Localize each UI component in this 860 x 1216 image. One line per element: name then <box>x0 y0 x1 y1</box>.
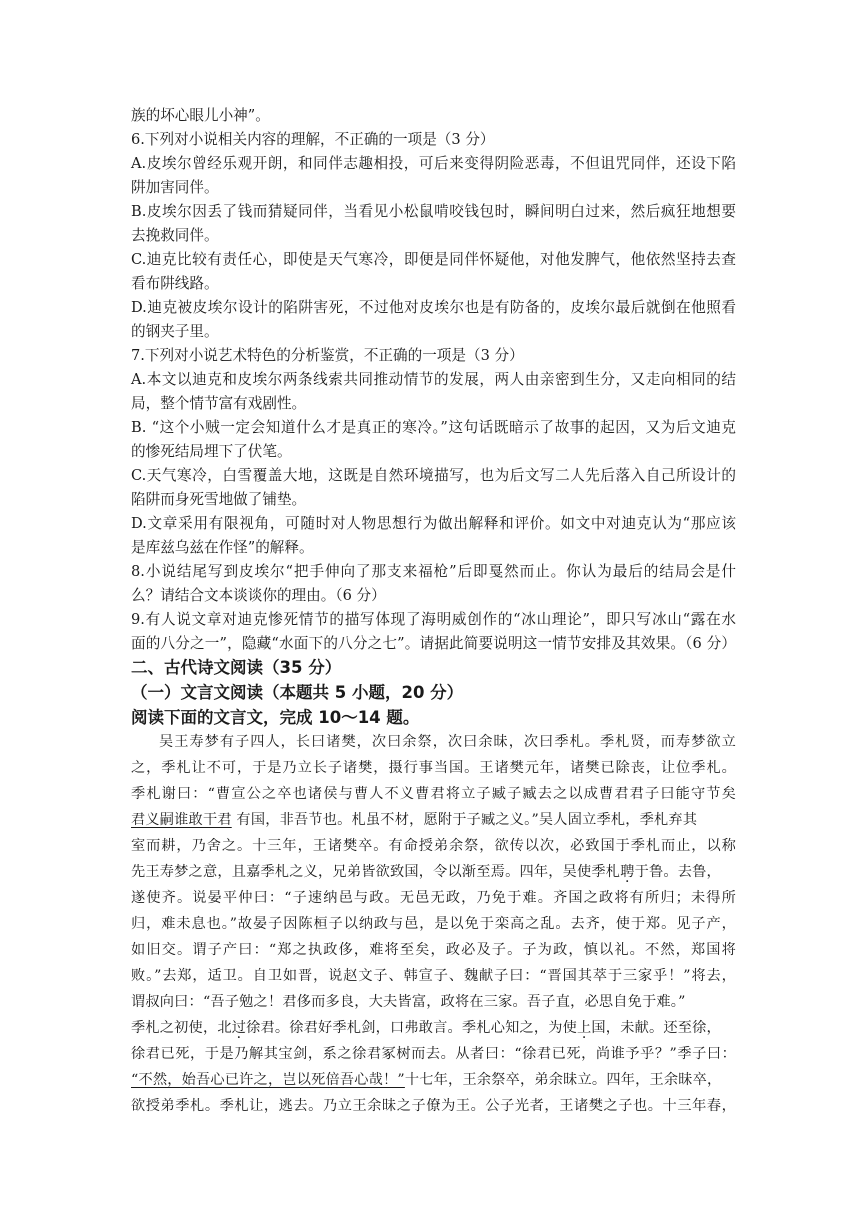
passage-line <box>131 758 736 778</box>
option-7c-line-2: 陷阱而身死雪地做了铺垫。 <box>131 491 307 508</box>
passage-text: 季札之初使，北 <box>131 1020 232 1036</box>
option-6a-line-1: A.皮埃尔曾经乐观开朗，和同伴志趣相投，可后来变得阴险恶毒，不但诅咒同伴，还设下陷 <box>131 155 736 172</box>
option-7a-line-2: 局，整个情节富有戏剧性。 <box>131 395 307 412</box>
passage-text: 有国，非吾节也。札虽不材，愿附于子臧之义。”吴人固立季札，季札弃其 <box>231 812 698 828</box>
passage-line <box>131 862 736 882</box>
passage-line <box>131 1070 736 1090</box>
section-heading: 二、古代诗文阅读（35 分） <box>131 658 342 677</box>
passage-line <box>131 810 736 830</box>
option-6a-line-2: 阱加害同伴。 <box>131 179 219 196</box>
passage-line: 徐君已死，于是乃解其宝剑，系之徐君冢树而去。从者曰：“徐君已死，尚谁予乎？”季子曰： <box>131 1046 736 1062</box>
passage-line: 如旧交。谓子产曰：“郑之执政侈，难将至矣，政必及子。子为政，慎以礼。不然，郑国将 <box>131 942 736 958</box>
passage-text: 徐君。徐君好季札剑，口弗敢言。季札心知之，为使 <box>246 1020 578 1036</box>
passage-text: 于鲁。去鲁， <box>634 864 721 880</box>
passage-text: 十七年，王余祭卒，弟余昧立。四年，王余昧卒， <box>404 1072 722 1088</box>
option-6d-line-2: 的钢夹子里。 <box>131 323 219 340</box>
option-6c-line-1: C.迪克比较有责任心，即使是天气寒冷，即便是同伴怀疑他，对他发脾气，他依然坚持去查 <box>131 251 736 268</box>
question-9-line-2: 面的八分之一”，隐藏“水面下的八分之七”。请据此简要说明这一情节安排及其效果。（6 分） <box>131 635 736 652</box>
dotted-character: 聘 <box>620 864 635 880</box>
passage-line: 遂使齐。说晏平仲曰：“子速纳邑与政。无邑无政，乃免于难。齐国之政将有所归；未得所 <box>131 890 736 906</box>
option-6c-line-2: 看布阱线路。 <box>131 275 219 292</box>
option-7d-line-2: 是库兹乌兹在作怪”的解释。 <box>131 539 314 556</box>
question-9-line-1: 9.有人说文章对迪克惨死情节的描写体现了海明威创作的“冰山理论”，即只写冰山“露在水 <box>131 611 736 628</box>
passage-line <box>131 1018 736 1038</box>
question-8-line-2: 么？请结合文本谈谈你的理由。（6 分） <box>131 587 386 604</box>
passage-text: 国，未献。还至徐， <box>591 1020 721 1036</box>
passage-line: 归，难未息也。”故晏子因陈桓子以纳政与邑，是以免于栾高之乱。去齐，使于郑。见子产， <box>131 916 736 932</box>
reading-instruction: 阅读下面的文言文，完成 10～14 题。 <box>131 708 420 727</box>
question-6: 6.下列对小说相关内容的理解，不正确的一项是（3 分） <box>131 131 495 148</box>
option-6b-line-1: B.皮埃尔因丢了钱而猜疑同伴，当看见小松鼠啃咬钱包时，瞬间明白过来，然后疯狂地想要 <box>131 203 736 220</box>
option-6b-line-2: 去挽救同伴。 <box>131 227 219 244</box>
passage-line: 室而耕，乃舍之。十三年，王诸樊卒。有命授弟余祭，欲传以次，必致国于季札而止，以称 <box>131 838 736 854</box>
passage-line: 季札谢曰：“曹宣公之卒也诸侯与曹人不义曹君将立子臧子臧去之以成曹君君子曰能守节矣 <box>131 786 736 802</box>
question-7: 7.下列对小说艺术特色的分析鉴赏，不正确的一项是（3 分） <box>131 347 524 364</box>
underlined-sentence: “不然，始吾心已许之，岂以死倍吾心哉！” <box>131 1072 405 1088</box>
question-8-line-1: 8.小说结尾写到皮埃尔“把手伸向了那支来福枪”后即戛然而止。你认为最后的结局会是什 <box>131 563 736 580</box>
passage-line: 欲授弟季札。季札让，逃去。乃立王余昧之子僚为王。公子光者，王诸樊之子也。十三年春， <box>131 1098 736 1114</box>
option-7c-line-1: C.天气寒冷，白雪覆盖大地，这既是自然环境描写，也为后文写二人先后落入自己所设计的 <box>131 467 736 484</box>
option-7b-line-2: 的惨死结局埋下了伏笔。 <box>131 443 292 460</box>
subsection-heading: （一）文言文阅读（本题共 5 小题，20 分） <box>131 683 464 702</box>
option-7a-line-1: A.本文以迪克和皮埃尔两条线索共同推动情节的发展，两人由亲密到生分，又走向相同的结 <box>131 371 736 388</box>
option-7b-line-1: B. “这个小贼一定会知道什么才是真正的寒冷。”这句话既暗示了故事的起因，又为后文迪克 <box>131 419 736 436</box>
option-7d-line-1: D.文章采用有限视角，可随时对人物思想行为做出解释和评价。如文中对迪克认为“那应该 <box>131 515 736 532</box>
dotted-character: 上 <box>577 1020 592 1036</box>
text-line: 族的坏心眼儿小神”。 <box>131 107 270 124</box>
underlined-sentence: 君义嗣谁敢干君 <box>131 812 232 828</box>
passage-text: 先王寿梦之意，且嘉季札之义，兄弟皆欲致国，令以渐至焉。四年，吴使季札 <box>131 864 621 880</box>
passage-line: 谓叔向曰：“吾子勉之！君侈而多良，大夫皆富，政将在三家。吾子直，必思自免于难。” <box>131 994 686 1010</box>
passage-line: 吴王寿梦有子四人，长曰诸樊，次曰余祭，次曰余昧，次曰季札。季札贤，而寿梦欲立 <box>159 734 736 750</box>
dotted-character: 过 <box>231 1020 247 1036</box>
passage-line: 败。”去郑，适卫。自卫如晋，说赵文子、韩宣子、魏献子曰：“晋国其萃于三家乎！”将去， <box>131 968 736 984</box>
option-6d-line-1: D.迪克被皮埃尔设计的陷阱害死，不过他对皮埃尔也是有防备的，皮埃尔最后就倒在他照看 <box>131 299 736 316</box>
passage-text: 之，季札让不可，于是乃立长子诸樊，摄行事当国。王诸樊元年，诸樊已除丧，让位季札。 <box>131 760 736 776</box>
